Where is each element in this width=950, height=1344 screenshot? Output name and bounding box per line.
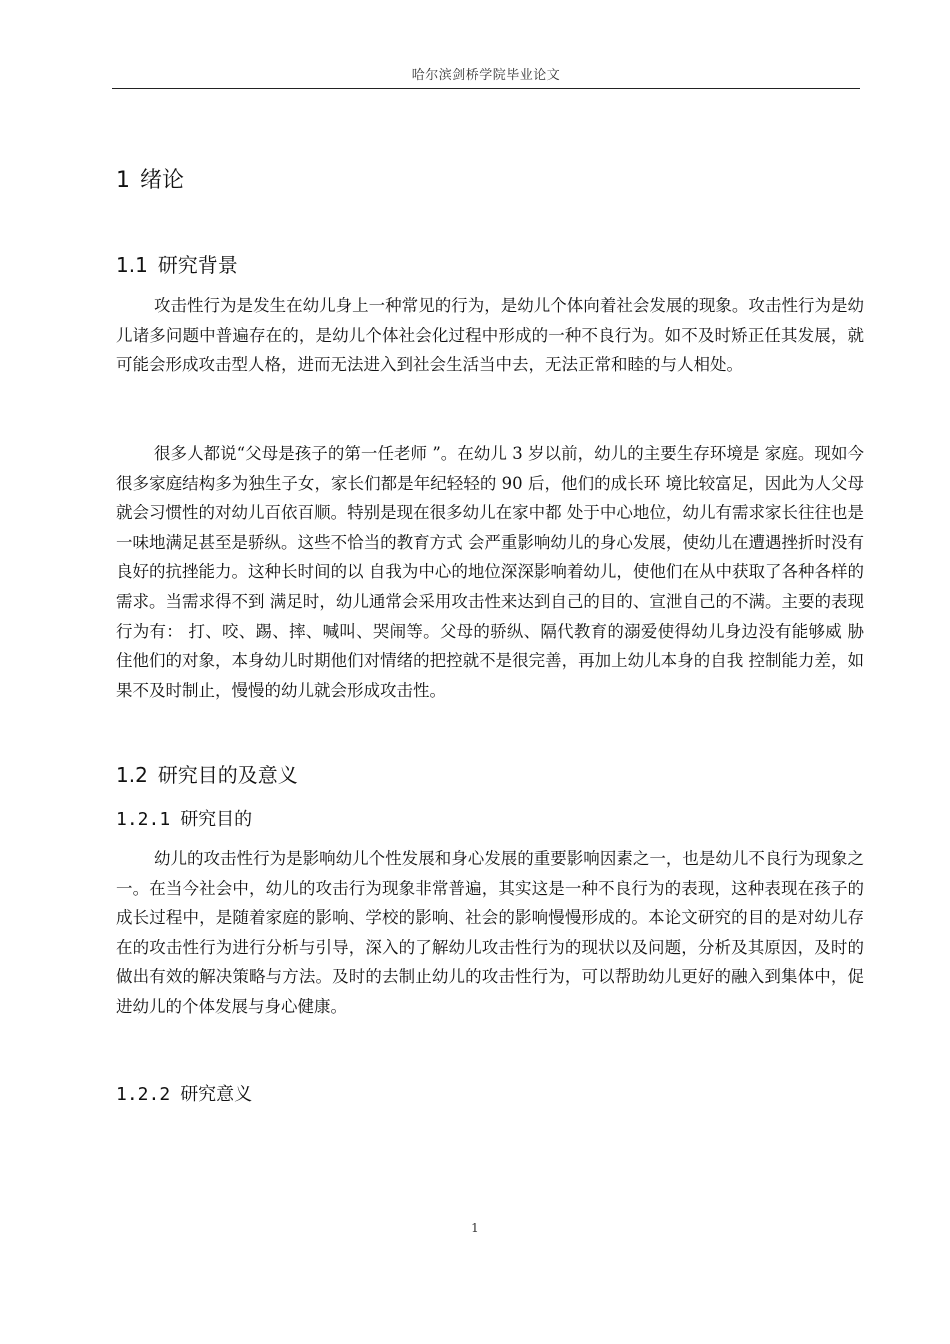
subsection-heading-purpose xyxy=(116,805,252,831)
chapter-title: 绪论 xyxy=(140,168,185,193)
page-number: 1 xyxy=(471,1221,479,1235)
section-heading-background xyxy=(116,249,238,278)
subsection-number: 1.2.1 xyxy=(116,809,171,830)
subsection-heading-significance xyxy=(116,1080,252,1106)
subsection-number: 1.2.2 xyxy=(116,1084,171,1105)
section-number: 1.1 xyxy=(116,253,148,277)
section-heading-purpose-significance xyxy=(116,759,298,788)
section-number: 1.2 xyxy=(116,763,148,787)
section-title: 研究目的及意义 xyxy=(157,763,298,787)
paragraph-purpose: 幼儿的攻击性行为是影响幼儿个性发展和身心发展的重要影响因素之一，也是幼儿不良行为现象之一。在当今社会中，幼儿的攻击行为现象非常普遍，其实这是一种不良行为的表现，这种表现在孩子的成长过程中，是随着家庭的影响、学校的影响、社会的影响慢慢形成的。本论文研究的目的是对幼儿存在的攻击性行为进行分析与引导，深入的了解幼儿攻击性行为的现状以及问题，分析及其原因，及时的做出有效的解决策略与方法。及时的去制止幼儿的攻击性行为，可以帮助幼儿更好的融入到集体中，促进幼儿的个体发展与身心健康。 xyxy=(116,849,864,1016)
section-title: 研究背景 xyxy=(157,253,238,277)
chapter-heading xyxy=(116,163,184,194)
subsection-title: 研究目的 xyxy=(180,809,253,830)
paragraph-background-2: 很多人都说“父母是孩子的第一任老师 ”。在幼儿 3 岁以前，幼儿的主要生存环境是 家庭。现如今很多家庭结构多为独生子女，家长们都是年纪轻轻的 90 后，他们的成长环 境比较富足，因此为人父母就会习惯性的对幼儿百依百顺。特别是现在很多幼儿在家中都 处于中心地位，幼儿有需求家长往往也是一味地满足甚至是骄纵。这些不恰当的教育方式 会严重影响幼儿的身心发展，使幼儿在遭遇挫折时没有良好的抗挫能力。这种长时间的以 自我为中心的地位深深影响着幼儿，使他们在从中获取了各种各样的需求。当需求得不到 满足时，幼儿通常会采用攻击性来达到自己的目的、宣泄自己的不满。主要的表现行为有： 打、咬、踢、摔、喊叫、哭闹等。父母的骄纵、隔代教育的溺爱使得幼儿身边没有能够威 胁住他们的对象，本身幼儿时期他们对情绪的把控就不是很完善，再加上幼儿本身的自我 控制能力差，如果不及时制止，慢慢的幼儿就会形成攻击性。 xyxy=(116,444,864,700)
paragraph-background-1: 攻击性行为是发生在幼儿身上一种常见的行为，是幼儿个体向着社会发展的现象。攻击性行为是幼儿诸多问题中普遍存在的，是幼儿个体社会化过程中形成的一种不良行为。如不及时矫正任其发展，就可能会形成攻击型人格，进而无法进入到社会生活当中去，无法正常和睦的与人相处。 xyxy=(116,296,864,375)
running-header: 哈尔滨剑桥学院毕业论文 xyxy=(411,68,561,83)
chapter-number: 1 xyxy=(116,168,130,193)
header-rule xyxy=(112,88,860,89)
subsection-title: 研究意义 xyxy=(180,1084,253,1105)
